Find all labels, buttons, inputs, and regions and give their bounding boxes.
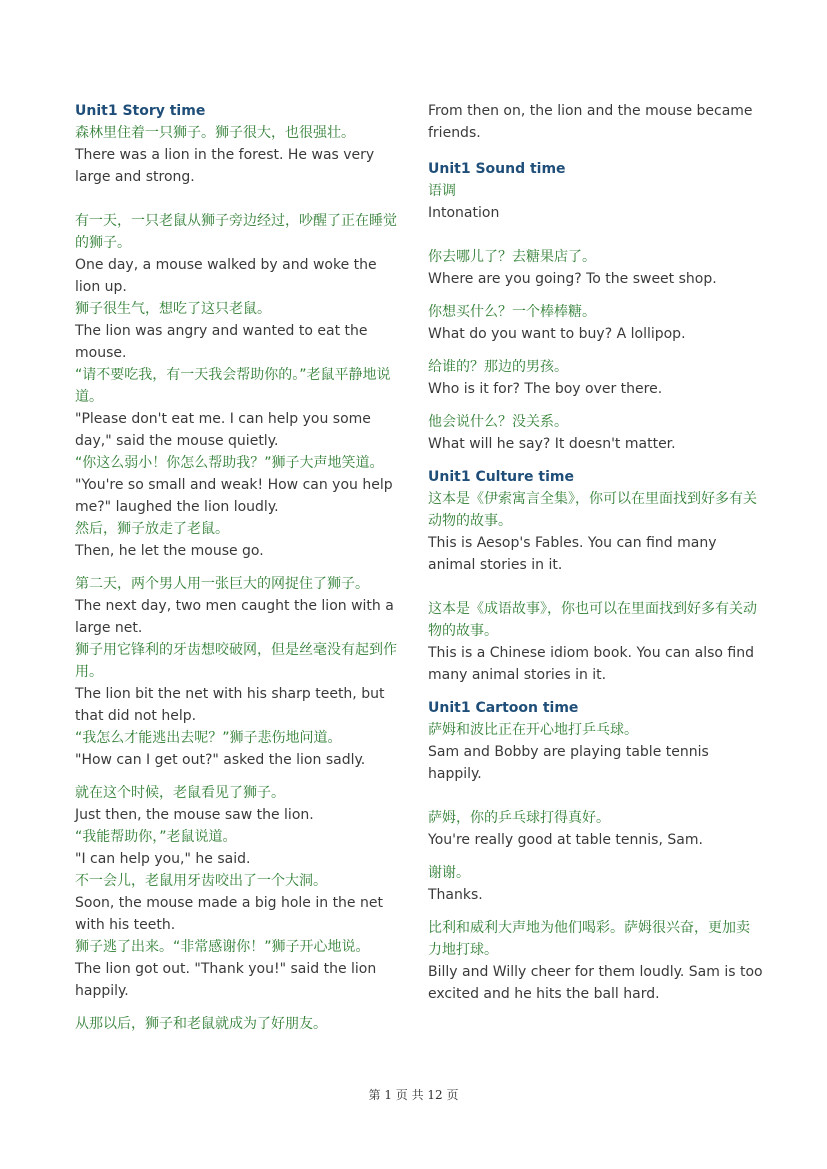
english-text: You're really good at table tennis, Sam. — [428, 832, 703, 848]
chinese-text: 从那以后，狮子和老鼠就成为了好朋友。 — [75, 1016, 327, 1032]
paragraph-spacer — [428, 144, 763, 158]
section-heading: Unit1 Culture time — [428, 469, 574, 485]
english-text: Then, he let the mouse go. — [75, 543, 264, 559]
left-column — [75, 100, 405, 1035]
chinese-text: 森林里住着一只狮子。狮子很大，也很强壮。 — [75, 125, 355, 141]
english-text: There was a lion in the forest. He was very large and strong. — [75, 147, 375, 185]
english-text: Just then, the mouse saw the lion. — [75, 807, 314, 823]
english-text: The next day, two men caught the lion with a large net. — [75, 598, 394, 636]
chinese-text: 狮子用它锋利的牙齿想咬破网，但是丝毫没有起到作用。 — [75, 642, 397, 680]
chinese-text: “我能帮助你，”老鼠说道。 — [75, 829, 237, 845]
page-footer: 第 1 页 共 12 页 — [368, 1088, 459, 1102]
english-text: Where are you going? To the sweet shop. — [428, 271, 717, 287]
english-text: Billy and Willy cheer for them loudly. Sam is too excited and he hits the ball hard. — [428, 964, 763, 1002]
english-text: From then on, the lion and the mouse became friends. — [428, 103, 753, 141]
chinese-text: 这本是《伊索寓言全集》，你可以在里面找到好多有关动物的故事。 — [428, 491, 757, 529]
english-text: "Please don't eat me. I can help you some day," said the mouse quietly. — [75, 411, 371, 449]
paragraph-spacer — [428, 686, 763, 697]
chinese-text: 谢谢。 — [428, 865, 470, 881]
english-text: The lion got out. "Thank you!" said the lion happily. — [75, 961, 377, 999]
chinese-text: 狮子很生气，想吃了这只老鼠。 — [75, 301, 271, 317]
chinese-text: “我怎么才能逃出去呢？”狮子悲伤地问道。 — [75, 730, 342, 746]
chinese-text: 语调 — [428, 183, 456, 199]
english-text: The lion bit the net with his sharp teeth, but that did not help. — [75, 686, 385, 724]
chinese-text: 你想买什么？一个棒棒糖。 — [428, 304, 596, 320]
paragraph-spacer — [428, 785, 763, 807]
chinese-text: 给谁的？那边的男孩。 — [428, 359, 568, 375]
chinese-text: 狮子逃了出来。“非常感谢你！”狮子开心地说。 — [75, 939, 370, 955]
right-column — [428, 100, 763, 1005]
paragraph-spacer — [428, 345, 763, 356]
english-text: Who is it for? The boy over there. — [428, 381, 663, 397]
paragraph-spacer — [75, 562, 405, 573]
paragraph-spacer — [75, 188, 405, 210]
chinese-text: 你去哪儿了？去糖果店了。 — [428, 249, 596, 265]
paragraph-spacer — [75, 771, 405, 782]
chinese-text: 他会说什么？没关系。 — [428, 414, 568, 430]
chinese-text: 有一天，一只老鼠从狮子旁边经过，吵醒了正在睡觉的狮子。 — [75, 213, 397, 251]
english-text: "You're so small and weak! How can you help me?" laughed the lion loudly. — [75, 477, 393, 515]
english-text: What do you want to buy? A lollipop. — [428, 326, 686, 342]
paragraph-spacer — [428, 851, 763, 862]
chinese-text: 萨姆和波比正在开心地打乒乓球。 — [428, 722, 638, 738]
english-text: "I can help you," he said. — [75, 851, 251, 867]
chinese-text: “你这么弱小！你怎么帮助我？”狮子大声地笑道。 — [75, 455, 384, 471]
paragraph-spacer — [428, 906, 763, 917]
paragraph-spacer — [75, 1002, 405, 1013]
english-text: One day, a mouse walked by and woke the lion up. — [75, 257, 377, 295]
english-text: Sam and Bobby are playing table tennis happily. — [428, 744, 709, 782]
english-text: The lion was angry and wanted to eat the mouse. — [75, 323, 368, 361]
english-text: Thanks. — [428, 887, 483, 903]
english-text: Intonation — [428, 205, 500, 221]
chinese-text: 这本是《成语故事》，你也可以在里面找到好多有关动物的故事。 — [428, 601, 757, 639]
english-text: This is a Chinese idiom book. You can also find many animal stories in it. — [428, 645, 754, 683]
chinese-text: 就在这个时候，老鼠看见了狮子。 — [75, 785, 285, 801]
paragraph-spacer — [428, 290, 763, 301]
paragraph-spacer — [428, 576, 763, 598]
section-heading: Unit1 Sound time — [428, 161, 566, 177]
english-text: Soon, the mouse made a big hole in the net with his teeth. — [75, 895, 383, 933]
chinese-text: “请不要吃我，有一天我会帮助你的。”老鼠平静地说道。 — [75, 367, 391, 405]
chinese-text: 第二天，两个男人用一张巨大的网捉住了狮子。 — [75, 576, 369, 592]
chinese-text: 然后，狮子放走了老鼠。 — [75, 521, 229, 537]
paragraph-spacer — [428, 224, 763, 246]
paragraph-spacer — [428, 400, 763, 411]
english-text: "How can I get out?" asked the lion sadly. — [75, 752, 366, 768]
english-text: This is Aesop's Fables. You can find many animal stories in it. — [428, 535, 717, 573]
section-heading: Unit1 Cartoon time — [428, 700, 579, 716]
chinese-text: 萨姆，你的乒乓球打得真好。 — [428, 810, 610, 826]
paragraph-spacer — [428, 455, 763, 466]
english-text: What will he say? It doesn't matter. — [428, 436, 676, 452]
chinese-text: 不一会儿，老鼠用牙齿咬出了一个大洞。 — [75, 873, 327, 889]
chinese-text: 比利和威利大声地为他们喝彩。萨姆很兴奋，更加卖力地打球。 — [428, 920, 750, 958]
section-heading: Unit1 Story time — [75, 103, 206, 119]
